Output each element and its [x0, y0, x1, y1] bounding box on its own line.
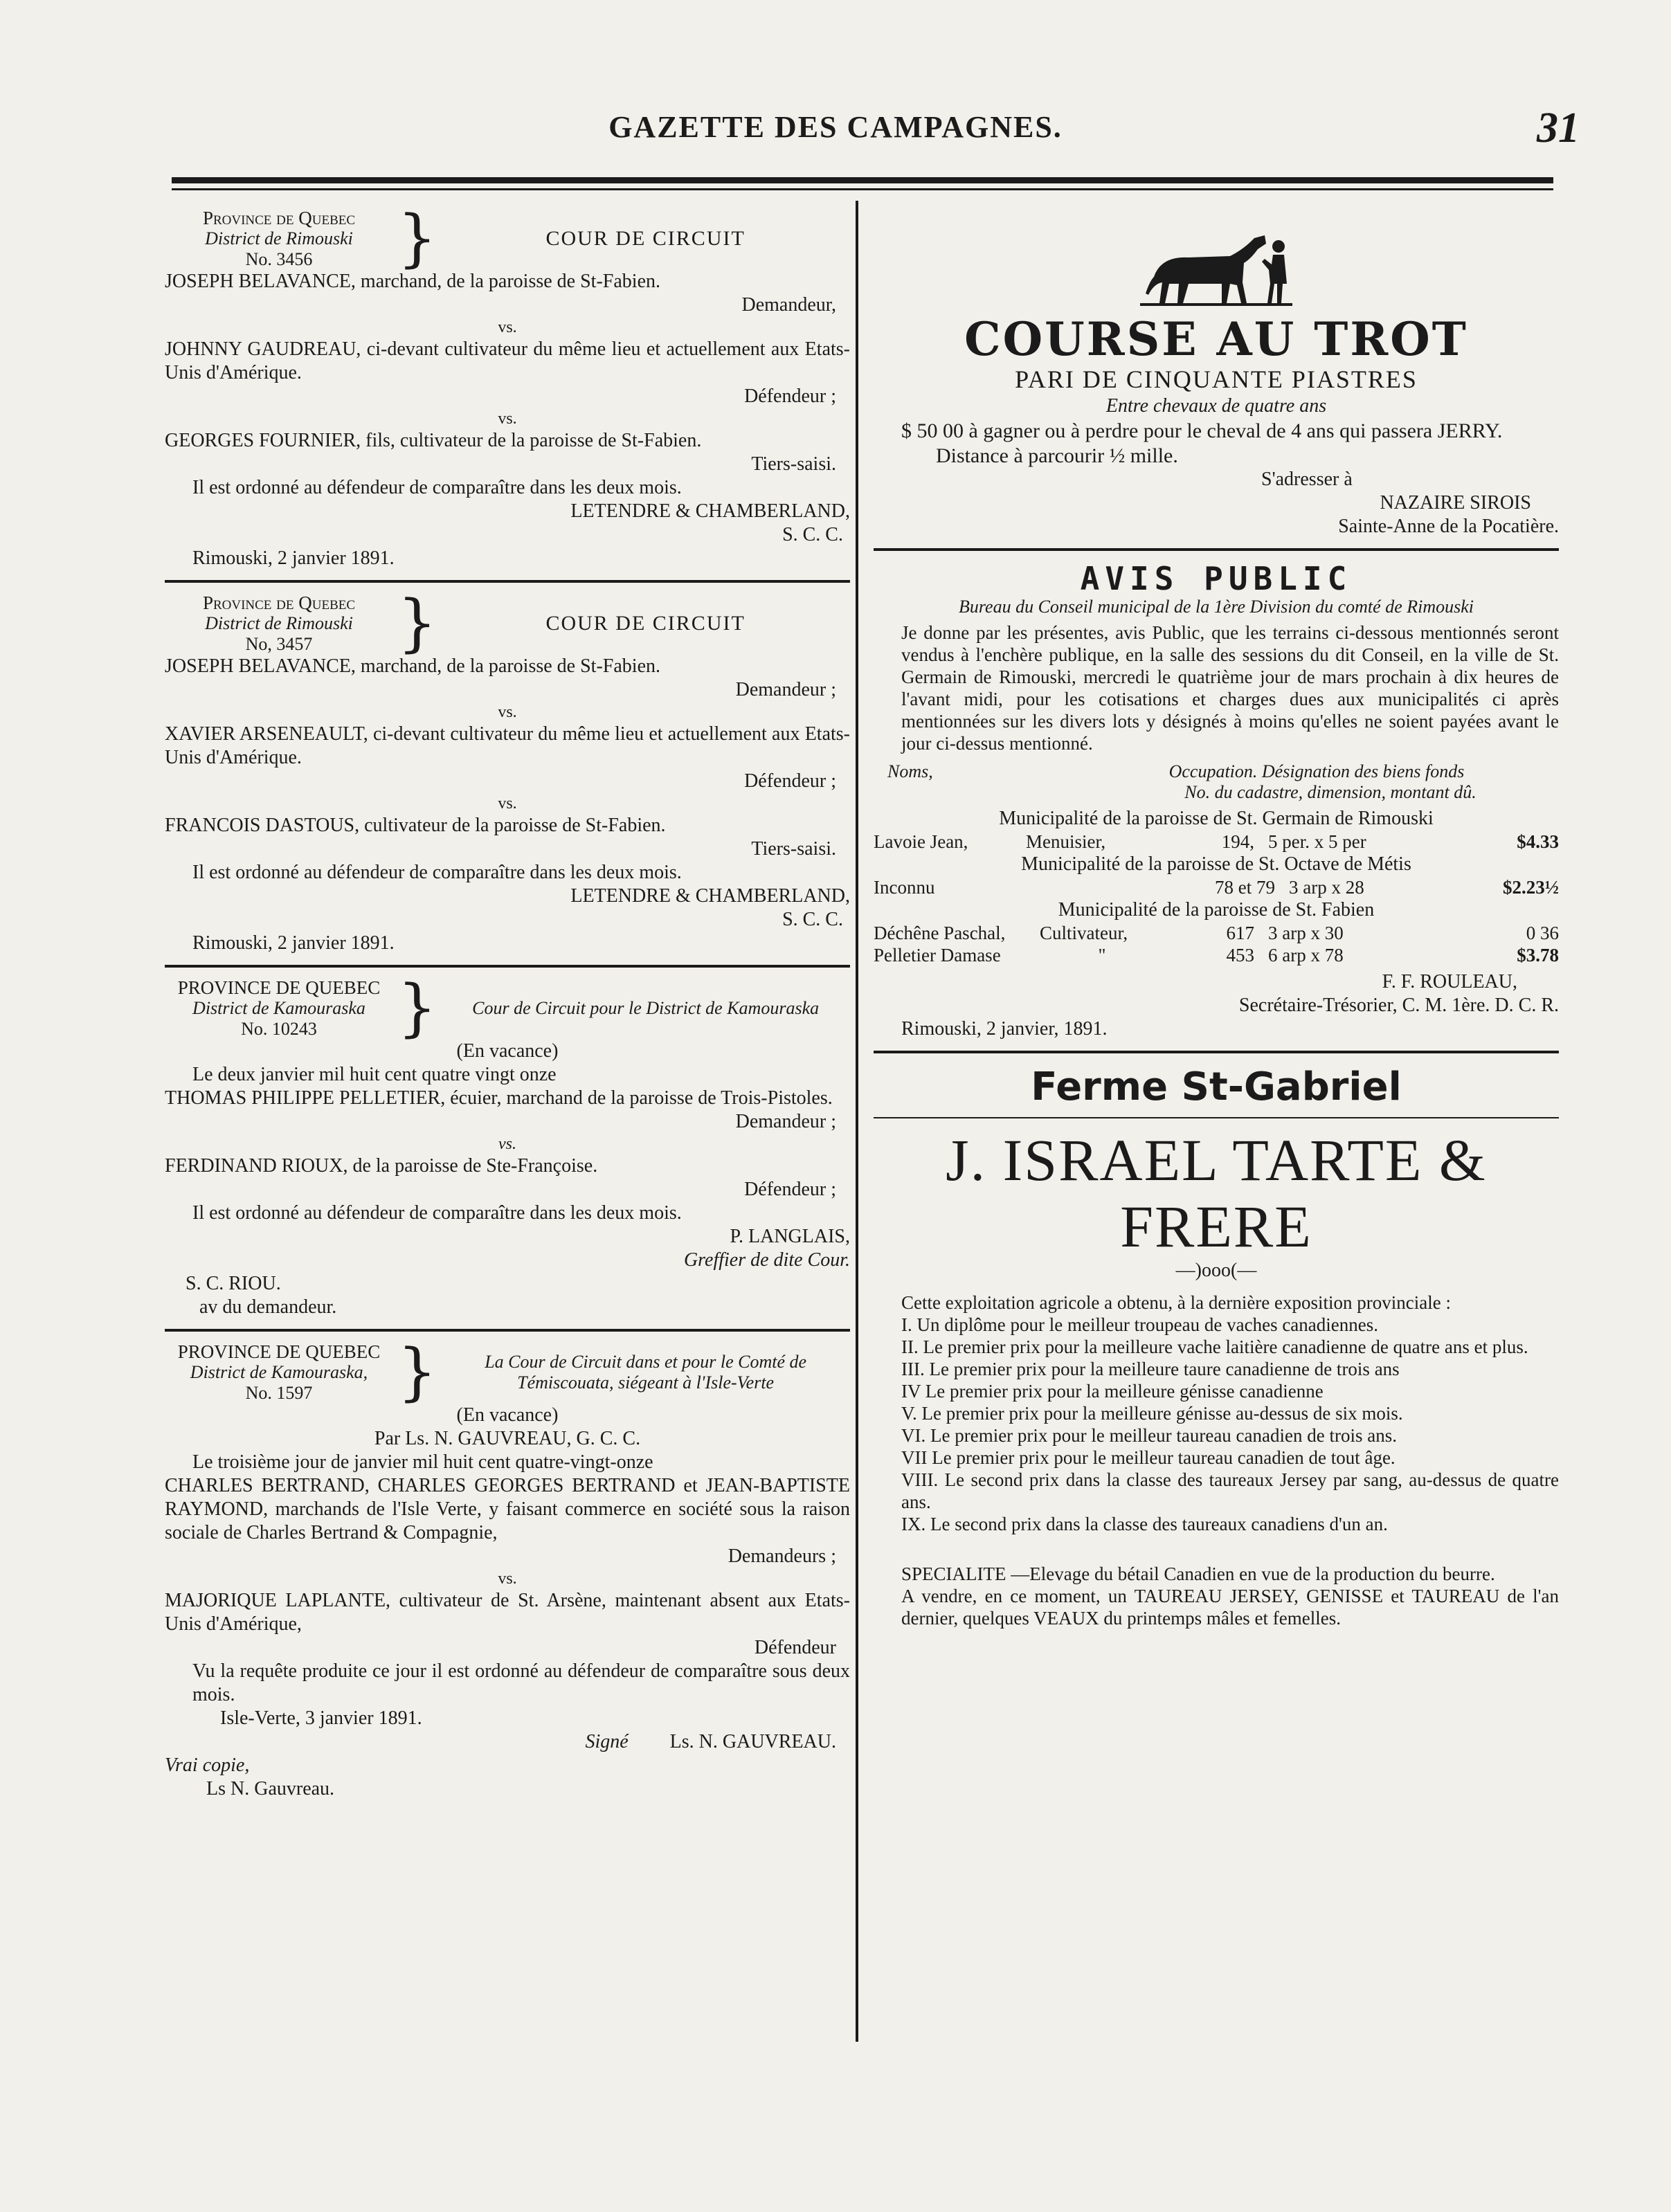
column-divider	[856, 201, 858, 2042]
defendant: JOHNNY GAUDREAU, ci-devant cultivateur du même lieu et actuellement aux Etats-Unis d'Amérique.	[165, 338, 850, 383]
contact-place: Sainte-Anne de la Pocatière.	[1338, 516, 1559, 537]
contact-name: NAZAIRE SIROIS	[1380, 492, 1531, 514]
header-rule	[172, 177, 1553, 183]
third-party: FRANCOIS DASTOUS, cultivateur de la paroisse de St-Fabien.	[165, 815, 666, 836]
province: PROVINCE DE QUEBEC	[177, 1341, 381, 1362]
signed-label: Signé	[585, 1731, 629, 1752]
signature-name: F. F. ROULEAU,	[1382, 971, 1517, 992]
plaintiff: CHARLES BERTRAND, CHARLES GEORGES BERTRAND et JEAN-BAPTISTE RAYMOND, marchands de l'Isle Verte, y faisant commerce en société sous la raison sociale de Charles Bertrand & Compagnie,	[165, 1475, 850, 1543]
case-number: No. 3456	[245, 249, 313, 269]
notice-date: Isle-Verte, 3 janvier 1891.	[220, 1707, 422, 1729]
court-name: La Cour de Circuit dans et pour le Comté de Témiscouata, siégeant à l'Isle-Verte	[485, 1352, 807, 1393]
col-header-names: Noms,	[887, 761, 933, 781]
ferme-title: Ferme St-Gabriel	[1031, 1064, 1402, 1109]
district: District de Kamouraska	[192, 998, 365, 1018]
case-number: No, 3457	[245, 634, 313, 654]
avis-title: AVIS PUBLIC	[1080, 560, 1353, 597]
clerk-line: Par Ls. N. GAUVREAU, G. C. C.	[374, 1428, 641, 1449]
contact-label: S'adresser à	[1261, 469, 1353, 490]
prize-item: VII Le premier prix pour le meilleur taureau canadien de tout âge.	[901, 1447, 1395, 1468]
municipality-heading: Municipalité de la paroisse de St. Octave de Métis	[1021, 853, 1411, 875]
district: District de Rimouski	[205, 228, 353, 248]
versus: vs.	[498, 410, 517, 428]
signature-title: Secrétaire-Trésorier, C. M. 1ère. D. C. R.	[1238, 995, 1559, 1016]
avis-table-header	[874, 761, 1559, 803]
page-header	[0, 104, 1671, 159]
role-label: Demandeur ;	[735, 1111, 836, 1132]
notice-date: Rimouski, 2 janvier 1891.	[192, 547, 395, 569]
signer-name: Ls. N. GAUVREAU.	[669, 1731, 836, 1752]
specialite-text: SPECIALITE —Elevage du bétail Canadien en vue de la production du beurre.	[901, 1563, 1495, 1584]
ferme-intro: Cette exploitation agricole a obtenu, à la dernière exposition provinciale :	[901, 1292, 1451, 1313]
defendant: XAVIER ARSENEAULT, ci-devant cultivateur du même lieu et actuellement aux Etats-Unis d'Amérique.	[165, 723, 850, 768]
province: Province de Quebec	[202, 208, 356, 228]
legal-notice	[165, 587, 850, 955]
brace-icon: }	[397, 587, 437, 660]
plaintiff: JOSEPH BELAVANCE, marchand, de la paroisse de St-Fabien.	[165, 655, 660, 677]
course-note: Entre chevaux de quatre ans	[1105, 395, 1327, 417]
versus: vs.	[498, 318, 517, 336]
brace-icon: }	[397, 1336, 437, 1408]
course-body: $ 50 00 à gagner ou à perdre pour le cheval de 4 ans qui passera JERRY.	[901, 419, 1503, 442]
avis-date: Rimouski, 2 janvier, 1891.	[901, 1018, 1108, 1040]
prize-item: IX. Le second prix dans la classe des taureaux canadiens d'un an.	[901, 1514, 1388, 1534]
notice-date-text: Le deux janvier mil huit cent quatre vingt onze	[192, 1064, 557, 1085]
role-label: Défendeur ;	[744, 386, 836, 407]
true-copy-signature: Ls N. Gauvreau.	[206, 1778, 335, 1799]
attorney-title: av du demandeur.	[199, 1296, 337, 1318]
legal-notice	[165, 972, 850, 1319]
course-title: COURSE AU TROT	[964, 312, 1468, 366]
prize-item: V. Le premier prix pour la meilleure génisse au-dessus de six mois.	[901, 1403, 1403, 1424]
versus: vs.	[498, 703, 517, 721]
role-label: Demandeur ;	[735, 679, 836, 700]
table-row: Pelletier Damase " 453 6 arp x 78 $3.78	[874, 945, 1559, 966]
vacation-note: (En vacance)	[456, 1404, 559, 1426]
order-text: Il est ordonné au défendeur de comparaître dans les deux mois.	[192, 477, 682, 498]
notice-separator	[165, 1329, 850, 1332]
brace-icon: }	[397, 972, 437, 1044]
role-label: Défendeur ;	[744, 1179, 836, 1200]
page-number: 31	[1537, 105, 1580, 152]
avis-bureau: Bureau du Conseil municipal de la 1ère Division du comté de Rimouski	[959, 597, 1474, 617]
avis-text: Je donne par les présentes, avis Public, que les terrains ci-dessous mentionnés seront vendus à l'enchère publique, en la salle des sessions du dit Conseil, en la ville de St. Germain de Rimouski, mercredi le quatrième jour de mars prochain à dix heures de l'avant midi, pour les cotisations et charges dues aux municipalités ci après mentionnées sur les divers lots y désignés à moins qu'elles ne soient payées avant le jour ci-dessus mentionné.	[901, 622, 1559, 754]
table-row: Inconnu 78 et 79 3 arp x 28 $2.23½	[874, 877, 1559, 898]
legal-notice	[165, 202, 850, 570]
versus: vs.	[498, 1135, 516, 1153]
right-column	[874, 208, 1559, 1629]
col-header-cadastre: No. du cadastre, dimension, montant dû.	[1184, 782, 1476, 802]
ad-separator	[874, 548, 1559, 551]
municipality-heading: Municipalité de la paroisse de St. Fabien	[1058, 899, 1375, 921]
province: PROVINCE DE QUEBEC	[177, 977, 381, 998]
course-distance: Distance à parcourir ½ mille.	[936, 444, 1178, 467]
course-au-trot-ad	[874, 228, 1559, 538]
attorney-title: S. C. C.	[782, 909, 843, 930]
notice-date: Rimouski, 2 janvier 1891.	[192, 932, 395, 954]
case-number: No. 10243	[241, 1019, 317, 1039]
attorneys: LETENDRE & CHAMBERLAND,	[570, 885, 850, 907]
clerk-name: P. LANGLAIS,	[730, 1226, 850, 1247]
order-text: Vu la requête produite ce jour il est ordonné au défendeur de comparaître sous deux mois.	[192, 1660, 850, 1705]
notice-date-text: Le troisième jour de janvier mil huit cent quatre-vingt-onze	[192, 1451, 653, 1473]
course-subtitle: PARI DE CINQUANTE PIASTRES	[1015, 365, 1418, 393]
role-label: Défendeur ;	[744, 770, 836, 792]
versus: vs.	[498, 795, 517, 813]
defendant: FERDINAND RIOUX, de la paroisse de Ste-Françoise.	[165, 1155, 598, 1177]
order-text: Il est ordonné au défendeur de comparaître dans les deux mois.	[192, 1202, 682, 1224]
prize-item: I. Un diplôme pour le meilleur troupeau de vaches canadiennes.	[901, 1314, 1379, 1335]
avis-public	[874, 561, 1559, 1041]
clerk-title: Greffier de dite Cour.	[683, 1249, 850, 1271]
role-label: Demandeurs ;	[728, 1545, 836, 1567]
province: Province de Quebec	[202, 592, 356, 613]
ferme-ad	[874, 1063, 1559, 1629]
ad-separator	[874, 1051, 1559, 1053]
brace-icon: }	[397, 202, 437, 275]
plaintiff: JOSEPH BELAVANCE, marchand, de la paroisse de St-Fabien.	[165, 271, 660, 292]
district: District de Kamouraska,	[190, 1362, 368, 1382]
for-sale-text: A vendre, en ce moment, un TAUREAU JERSEY, GENISSE et TAUREAU de l'an dernier, quelques VEAUX du printemps mâles et femelles.	[901, 1586, 1559, 1629]
table-row: Lavoie Jean, Menuisier, 194, 5 per. x 5 per $4.33	[874, 831, 1559, 852]
table-row: Déchêne Paschal, Cultivateur, 617 3 arp x 30 0 36	[874, 923, 1559, 943]
col-header-occupation: Occupation. Désignation des biens fonds	[1168, 761, 1465, 781]
notice-separator	[165, 965, 850, 968]
newspaper-title: GAZETTE DES CAMPAGNES.	[608, 110, 1063, 144]
legal-notice	[165, 1336, 850, 1801]
prize-item: IV Le premier prix pour la meilleure génisse canadienne	[901, 1381, 1324, 1402]
attorneys: LETENDRE & CHAMBERLAND,	[570, 500, 850, 522]
role-label: Tiers-saisi.	[751, 838, 836, 860]
prize-item: VI. Le premier prix pour le meilleur taureau canadien de trois ans.	[901, 1425, 1397, 1446]
notice-separator	[165, 580, 850, 583]
vacation-note: (En vacance)	[456, 1040, 559, 1062]
role-label: Tiers-saisi.	[751, 453, 836, 475]
true-copy-label: Vrai copie,	[165, 1755, 250, 1776]
role-label: Demandeur,	[741, 294, 836, 316]
ferme-rule	[874, 1117, 1559, 1118]
prize-item: VIII. Le second prix dans la classe des taureaux Jersey par sang, au-dessus de quatre ans.	[901, 1469, 1559, 1512]
attorney-name: S. C. RIOU.	[186, 1273, 281, 1294]
municipality-heading: Municipalité de la paroisse de St. Germain de Rimouski	[999, 808, 1434, 829]
defendant: MAJORIQUE LAPLANTE, cultivateur de St. Arsène, maintenant absent aux Etats-Unis d'Amérique,	[165, 1590, 850, 1635]
ornament-separator: —)ooo(—	[1175, 1260, 1257, 1281]
court-name: COUR DE CIRCUIT	[545, 227, 746, 250]
versus: vs.	[498, 1570, 517, 1588]
court-name: Cour de Circuit pour le District de Kamouraska	[472, 998, 820, 1018]
ferme-owner: J. ISRAEL TARTE & FRERE	[946, 1127, 1487, 1260]
case-number: No. 1597	[245, 1383, 313, 1403]
third-party: GEORGES FOURNIER, fils, cultivateur de la paroisse de St-Fabien.	[165, 430, 702, 451]
district: District de Rimouski	[205, 613, 353, 633]
horse-and-groom-icon	[1133, 228, 1299, 311]
attorney-title: S. C. C.	[782, 524, 843, 545]
left-column	[165, 202, 850, 1801]
role-label: Défendeur	[754, 1637, 836, 1658]
header-rule-thin	[172, 188, 1553, 190]
prize-item: III. Le premier prix pour la meilleure taure canadienne de trois ans	[901, 1359, 1400, 1379]
prize-item: II. Le premier prix pour la meilleure vache laitière canadienne de quatre ans et plus.	[901, 1336, 1528, 1357]
court-name: COUR DE CIRCUIT	[545, 612, 746, 635]
order-text: Il est ordonné au défendeur de comparaître dans les deux mois.	[192, 862, 682, 883]
plaintiff: THOMAS PHILIPPE PELLETIER, écuier, marchand de la paroisse de Trois-Pistoles.	[165, 1087, 833, 1109]
